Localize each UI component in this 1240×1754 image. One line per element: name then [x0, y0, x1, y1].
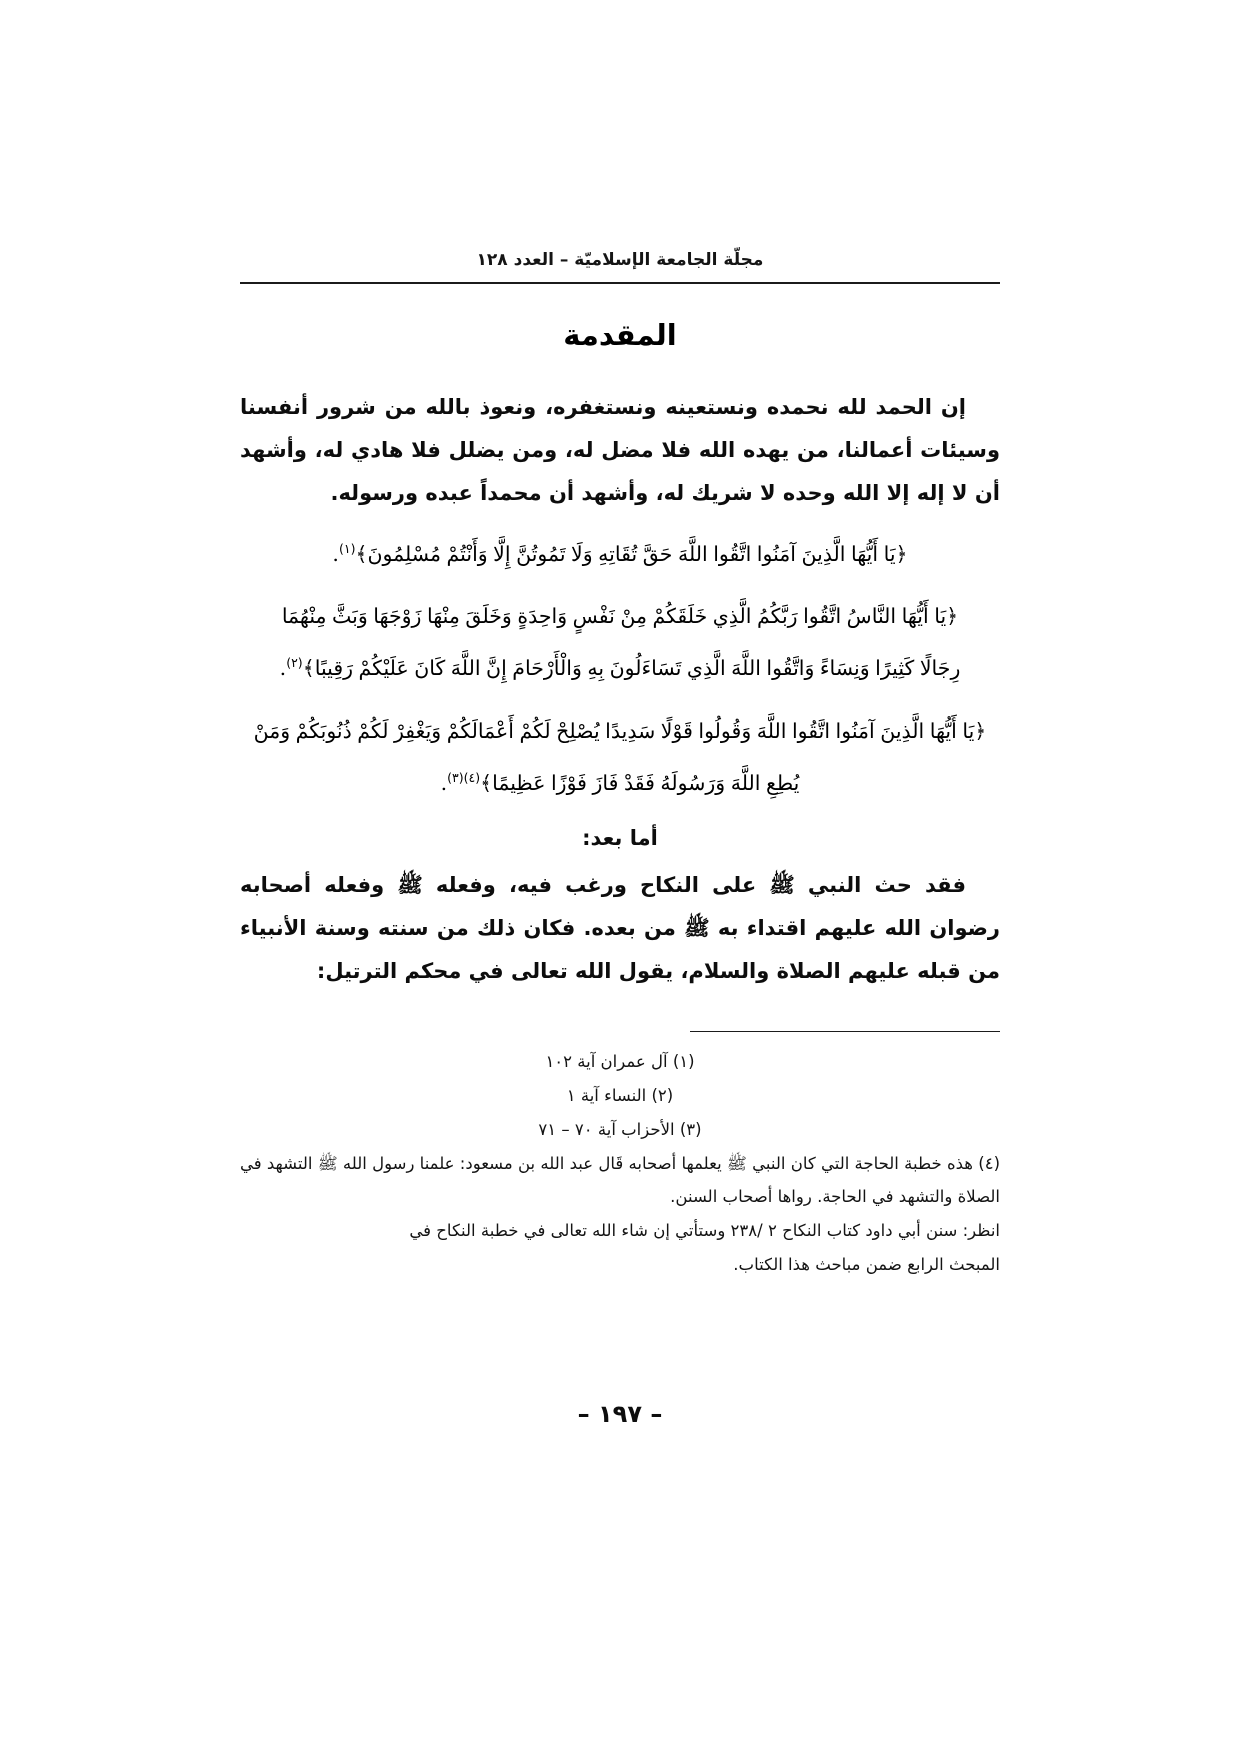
main-paragraph: فقد حث النبي ﷺ على النكاح ورغب فيه، وفعله ﷺ وفعله أصحابه رضوان الله عليهم اقتداء به ﷺ من بعده. فكان ذلك من سنته وسنة الأنبياء من قبله عليهم الصلاة والسلام، يقول الله تعالى في محكم الترتيل:: [240, 872, 1000, 983]
verse-line: [240, 593, 1000, 639]
footnote-item: [240, 1114, 1000, 1146]
page-content: [240, 250, 1000, 1283]
footnote-ref-1[interactable]: (١): [338, 541, 356, 557]
quran-verse-3: [240, 708, 1000, 806]
verse-text-line-2: رِجَالًا كَثِيرًا وَنِسَاءً وَاتَّقُوا اللَّهَ الَّذِي تَسَاءَلُونَ بِهِ وَالْأَرْحَامَ إِنَّ اللَّهَ كَانَ عَلَيْكُمْ رَقِيبًا﴾: [302, 656, 961, 681]
verse-text-line-1: ﴿يَا أَيُّهَا الَّذِينَ آمَنُوا اتَّقُوا اللَّهَ وَقُولُوا قَوْلًا سَدِيدًا يُصْلِحْ لَكُمْ أَعْمَالَكُمْ وَيَغْفِرْ لَكُمْ ذُنُوبَكُمْ وَمَنْ: [253, 718, 987, 743]
footnote-marker: (٣): [679, 1120, 702, 1140]
footnote-text: الأحزاب آية ٧٠ – ٧١: [538, 1120, 675, 1140]
verse-text-line-2: يُطِعِ اللَّهَ وَرَسُولَهُ فَقَدْ فَازَ فَوْزًا عَظِيمًا﴾: [480, 770, 800, 795]
footnote-ref-2[interactable]: (٢): [286, 655, 303, 671]
verse-text: ﴿يَا أَيُّهَا الَّذِينَ آمَنُوا اتَّقُوا اللَّهَ حَقَّ تُقَاتِهِ وَلَا تَمُوتُنَّ إِلَّا وَأَنْتُمْ مُسْلِمُونَ﴾: [355, 542, 908, 567]
footnote-marker: (٢): [651, 1086, 674, 1106]
amma-baad-line: أما بعد:: [582, 825, 658, 850]
intro-paragraph: إن الحمد لله نحمده ونستعينه ونستغفره، ونعوذ بالله من شرور أنفسنا وسيئات أعمالنا، من يهده الله فلا مضل له، ومن يضلل فلا هادي له، وأشهد أن لا إله إلا الله وحده لا شريك له، وأشهد أن محمداً عبده ورسوله.: [240, 395, 1000, 506]
footnote-item: [240, 1046, 1000, 1078]
verse-line: [240, 760, 1000, 806]
quran-verse-1: [240, 531, 1000, 577]
verse-trailing: .: [332, 542, 339, 567]
verse-line: [240, 708, 1000, 754]
verse-trailing: .: [440, 770, 448, 795]
verse-trailing: .: [279, 656, 287, 681]
footnote-divider: [690, 1031, 1000, 1032]
footnote-item: [240, 1148, 1000, 1212]
page-title: المقدمة: [563, 318, 677, 352]
page-number: – ١٩٧ –: [577, 1400, 663, 1428]
quran-verse-2: [240, 593, 1000, 691]
footnote-ref-4[interactable]: (٤): [463, 769, 481, 785]
verse-text-line-1: ﴿يَا أَيُّهَا النَّاسُ اتَّقُوا رَبَّكُمُ الَّذِي خَلَقَكُمْ مِنْ نَفْسٍ وَاحِدَةٍ وَخَلَقَ مِنْهَا زَوْجَهَا وَبَثَّ مِنْهُمَا: [281, 604, 959, 629]
footnote-continuation-text: المبحث الرابع ضمن مباحث هذا الكتاب.: [733, 1254, 1000, 1274]
footnote-ref-3[interactable]: (٣): [447, 769, 464, 785]
footnote-continuation-text: انظر: سنن أبي داود كتاب النكاح ٢ /٢٣٨ وستأتي إن شاء الله تعالى في خطبة النكاح في: [409, 1220, 1000, 1240]
footnote-marker: (١): [672, 1051, 695, 1071]
header-divider: [240, 282, 1000, 284]
verse-line: [240, 645, 1000, 691]
verse-line: [240, 531, 1000, 577]
footnote-text: آل عمران آية ١٠٢: [545, 1051, 668, 1071]
footnote-text: هذه خطبة الحاجة التي كان النبي ﷺ يعلمها أصحابه قَال عبد الله بن مسعود: علمنا رسول الله ﷺ التشهد في الصلاة والتشهد في الحاجة. رواها أصحاب السنن.: [240, 1154, 1000, 1206]
footnote-text: النساء آية ١: [566, 1086, 647, 1106]
footnote-item: [240, 1080, 1000, 1112]
footnote-continuation-line: [240, 1249, 1000, 1281]
footnotes-section: [240, 1046, 1000, 1281]
footnote-marker: (٤): [978, 1154, 1000, 1174]
footnote-continuation-line: [240, 1215, 1000, 1247]
running-header: مجلّة الجامعة الإسلاميّة – العدد ١٢٨: [476, 250, 764, 270]
